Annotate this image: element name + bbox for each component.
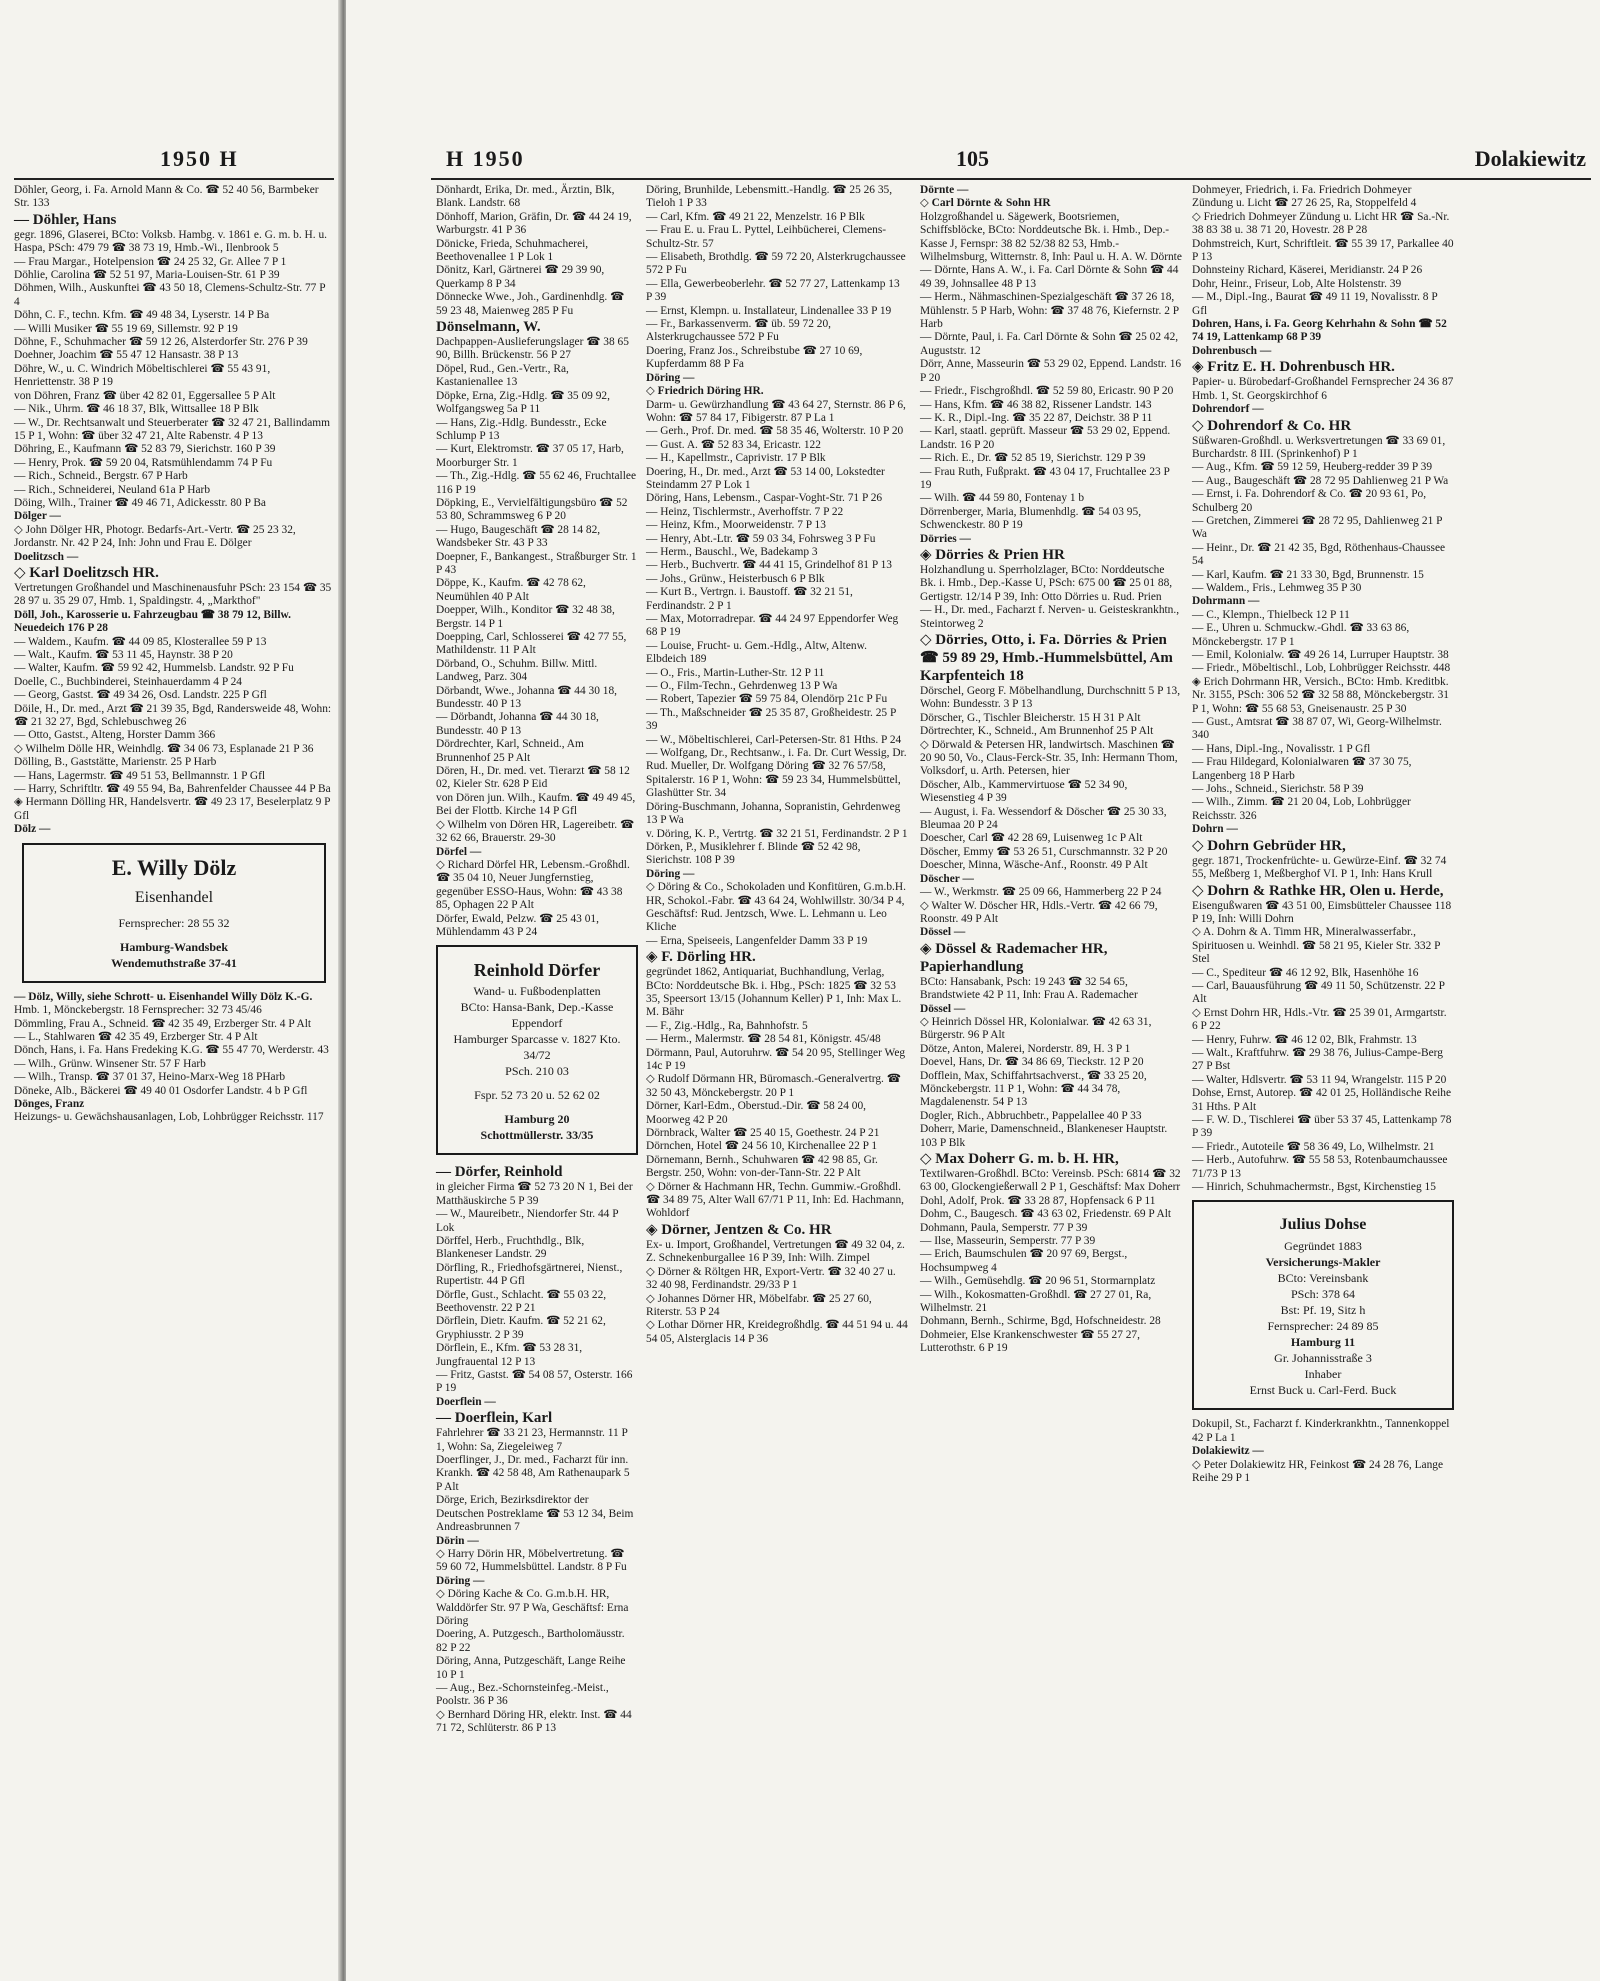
directory-entry: — K. R., Dipl.-Ing. ☎ 35 22 87, Deichstr. 38 P 11 (920, 411, 1153, 424)
ad-name: E. Willy Dölz (111, 854, 237, 880)
directory-entry: — Kurt, Elektromstr. ☎ 37 05 17, Harb, Moorburger Str. 1 (436, 443, 624, 469)
ad-line-5: Bst: Pf. 19, Sitz h (1280, 1303, 1366, 1318)
directory-entry: — C., Klempn., Thielbeck 12 P 11 (1192, 608, 1350, 621)
directory-column-4 (1192, 184, 1454, 1485)
directory-entry: Dönch, Hans, i. Fa. Hans Fredeking K.G. ☎ 55 47 70, Werderstr. 43 (14, 1044, 329, 1057)
directory-entry: — F. W. D., Tischlerei ☎ über 53 37 45, Lattenkamp 78 P 39 (1192, 1114, 1452, 1140)
directory-entry: — Wilh., Gemüsehdlg. ☎ 20 96 51, Stormarnplatz (920, 1275, 1156, 1288)
directory-entry: Doherr, Marie, Damenschneid., Blankeneser Hauptstr. 103 P Blk (920, 1123, 1168, 1149)
directory-entry: Dörrenberger, Maria, Blumenhdlg. ☎ 54 03 95, Schwenckestr. 80 P 19 (920, 505, 1142, 532)
directory-entry: ◇ Ernst Dohrn HR, Hdls.-Vtr. ☎ 25 39 01, Armgartstr. 6 P 22 (1192, 1006, 1447, 1033)
directory-entry: Doevel, Hans, Dr. ☎ 34 86 69, Tieckstr. 12 P 20 (920, 1056, 1144, 1069)
directory-entry: ◈ Hermann Dölling HR, Handelsvertr. ☎ 49 23 17, Beselerplatz 9 P Gfl (14, 796, 331, 822)
directory-entry: — Hans, Dipl.-Ing., Novalisstr. 1 P Gfl (1192, 742, 1371, 755)
directory-entry: — Max, Motorradrepar. ☎ 44 24 97 Eppendorfer Weg 68 P 19 (646, 613, 899, 639)
directory-entry: — Emil, Kolonialw. ☎ 49 26 14, Lurruper Hauptstr. 38 (1192, 649, 1449, 661)
directory-entry: Heizungs- u. Gewächshausanlagen, Lob, Lohbrügger Reichsstr. 117 (14, 1111, 324, 1124)
directory-entry: ◇ Max Doherr G. m. b. H. HR, (920, 1151, 1119, 1167)
directory-entry: ◇ Dohrn & Rathke HR, Olen u. Herde, (1192, 882, 1444, 899)
directory-entry: Döhlie, Carolina ☎ 52 51 97, Maria-Louisen-Str. 61 P 39 (14, 269, 280, 282)
directory-entry: Döhmen, Wilh., Auskunftei ☎ 43 50 18, Clemens-Schultz-Str. 77 P 4 (14, 282, 326, 308)
ad-line-4: PSch: 378 64 (1290, 1287, 1355, 1302)
directory-entry: Ex- u. Import, Großhandel, Vertretungen ☎ 49 32 04, z. Z. Schnekenburgallee 16 P 39, Inh: Wilh. Zimpel (646, 1238, 905, 1265)
directory-entry: Döhre, W., u. C. Windrich Möbeltischlerei ☎ 55 43 91, Henriettenstr. 38 P 19 (14, 362, 271, 389)
directory-entry: — Kurt B., Vertrgn. i. Baustoff. ☎ 32 21 51, Ferdinandstr. 2 P 1 (646, 586, 853, 612)
directory-entry: ◇ Wilhelm von Dören HR, Lagereibetr. ☎ 32 62 66, Brauerstr. 29-30 (436, 818, 635, 845)
ad-line-2: BCto: Hansa-Bank, Dep.-Kasse Eppendorf (460, 1000, 614, 1031)
directory-entry: Doelle, C., Buchbinderei, Steinhauerdamm 4 P 24 (14, 675, 242, 688)
directory-entry: — Walter, Hdlsvertr. ☎ 53 11 94, Wrangelstr. 115 P 20 (1192, 1073, 1447, 1086)
directory-entry: — Johs., Grünw., Heisterbusch 6 P Blk (646, 572, 825, 585)
directory-entry: — W., Maureibetr., Niendorfer Str. 44 P Lok (436, 1208, 619, 1234)
directory-entry: ◈ Dörner, Jentzen & Co. HR (646, 1221, 832, 1238)
ad-line-3: BCto: Vereinsbank (1277, 1271, 1369, 1286)
directory-entry: — Friedr., Fischgroßhdl. ☎ 52 59 80, Ericastr. 90 P 20 (920, 385, 1174, 398)
directory-entry: Dönitz, Karl, Gärtnerei ☎ 29 39 90, Querkamp 8 P 34 (436, 264, 605, 290)
directory-entry: Dössel — (920, 1002, 966, 1015)
directory-entry: Döring — (436, 1574, 485, 1587)
ad-line-6: Hamburg 20 (504, 1112, 570, 1127)
directory-entry: Dohr, Heinr., Friseur, Lob, Alte Holstenstr. 39 (1192, 277, 1402, 290)
ad-line-5: Fspr. 52 73 20 u. 52 62 02 (474, 1088, 600, 1103)
directory-entry: — Willi Musiker ☎ 55 19 69, Sillemstr. 92 P 19 (14, 322, 238, 335)
directory-entry: — Döhler, Hans (14, 211, 117, 228)
directory-entry: — Henry, Fuhrw. ☎ 46 12 02, Blk, Frahmstr. 13 (1192, 1033, 1417, 1046)
directory-entry: ◇ Wilhelm Dölle HR, Weinhdlg. ☎ 34 06 73, Esplanade 21 P 36 (14, 742, 314, 755)
directory-entry: Dohse, Ernst, Autorep. ☎ 42 01 25, Holländische Reihe 31 Hths. P Alt (1192, 1087, 1452, 1113)
directory-entry: Dörflein, Dietr. Kaufm. ☎ 52 21 62, Gryphiusstr. 2 P 39 (436, 1315, 606, 1341)
directory-entry: Süßwaren-Großhdl. u. Werksvertretungen ☎ 33 69 01, Burchardstr. 8 III. (Sprinkenhof) P 1 (1192, 434, 1446, 460)
directory-entry: Dörnemann, Bernh., Schuhwaren ☎ 42 98 85, Gr. Bergstr. 250, Wohn: von-der-Tann-Str. 22 P Alt (646, 1153, 878, 1180)
directory-entry: Doescher, Minna, Wäsche-Anf., Roonstr. 49 P Alt (920, 859, 1148, 872)
directory-entry: — M., Dipl.-Ing., Baurat ☎ 49 11 19, Novalisstr. 8 P Gfl (1192, 291, 1438, 317)
directory-entry: — Frau Ruth, Fußprakt. ☎ 43 04 17, Fruchtallee 23 P 19 (920, 465, 1170, 491)
directory-entry: — Walt., Kraftfuhrw. ☎ 29 38 76, Julius-Campe-Berg 27 P Bst (1192, 1046, 1443, 1073)
directory-entry: Dörge, Erich, Bezirksdirektor der Deutschen Postreklame ☎ 53 12 34, Beim Andreasbrunnen 7 (436, 1494, 634, 1534)
directory-entry: Dörflein, E., Kfm. ☎ 53 28 31, Jungfrauental 12 P 13 (436, 1342, 583, 1368)
directory-entry: Dohmeier, Else Krankenschwester ☎ 55 27 27, Lutterothstr. 6 P 19 (920, 1328, 1140, 1355)
directory-entry: Holzgroßhandel u. Sägewerk, Bootsriemen, Schiffsblöcke, BCto: Norddeutsche Bk. i. Hmb., Dep.-Kasse J, Fernspr: 38 82 52/38 82 53, Hmb.-Wilhelmsburg, Witternstr. 8, Inh: Paul u. H. A. W. Dörnte (920, 210, 1182, 264)
directory-entry: — Hans, Kfm. ☎ 46 38 82, Rissener Landstr. 143 (920, 398, 1152, 411)
directory-entry: von Dören jun. Wilh., Kaufm. ☎ 49 49 45, Bei der Flottb. Kirche 14 P Gfl (436, 791, 636, 818)
directory-entry: Döpking, E., Vervielfältigungsbüro ☎ 52 53 80, Schrammsweg 6 P 20 (436, 496, 628, 523)
directory-entry: Dötze, Anton, Malerei, Norderstr. 89, H. 3 P 1 (920, 1042, 1131, 1055)
directory-entry: Dörscher, G., Tischler Bleicherstr. 15 H 31 P Alt (920, 711, 1141, 724)
directory-entry: Döing, Wilh., Trainer ☎ 49 46 71, Adickesstr. 80 P Ba (14, 496, 266, 509)
directory-entry: — Aug., Baugeschäft ☎ 28 72 95 Dahlienweg 21 P Wa (1192, 474, 1449, 487)
directory-entry: Dönhoff, Marion, Gräfin, Dr. ☎ 44 24 19, Warburgstr. 41 P 36 (436, 210, 632, 237)
directory-entry: — Fritz, Gastst. ☎ 54 08 57, Osterstr. 166 P 19 (436, 1369, 633, 1395)
directory-entry: Dohmann, Paula, Semperstr. 77 P 39 (920, 1221, 1088, 1234)
directory-entry: Dönselmann, W. (436, 319, 541, 336)
directory-entry: — Ilse, Masseurin, Semperstr. 77 P 39 (920, 1235, 1096, 1248)
directory-entry: Dohnsteiny Richard, Käserei, Meridianstr. 24 P 26 (1192, 264, 1423, 277)
directory-entry: Hmb. 1, Mönckebergstr. 18 Fernsprecher: 32 73 45/46 (14, 1004, 262, 1017)
directory-entry: Dörfle, Gust., Schlacht. ☎ 55 03 22, Beethovenstr. 22 P 21 (436, 1288, 607, 1314)
header-rule (14, 178, 334, 180)
directory-entry: ◇ Dörner & Röltgen HR, Export-Vertr. ☎ 32 40 27 u. 32 40 98, Ferdinandstr. 29/33 P 1 (646, 1265, 896, 1292)
directory-column-2 (646, 184, 908, 1346)
directory-entry: — Gretchen, Zimmerei ☎ 28 72 95, Dahlienweg 21 P Wa (1192, 514, 1443, 541)
directory-entry: Doelitzsch — (14, 550, 79, 563)
directory-entry: Dörmann, Paul, Autoruhrw. ☎ 54 20 95, Stellinger Weg 14c P 19 (646, 1046, 906, 1072)
directory-entry: — Wilh., Transp. ☎ 37 01 37, Heino-Marx-Weg 18 PHarb (14, 1071, 286, 1084)
directory-entry: — Heinz, Tischlermstr., Averhoffstr. 7 P 22 (646, 505, 844, 518)
directory-entry: — Herm., Bauschl., We, Badekamp 3 (646, 545, 818, 558)
ad-phone: Fernsprecher: 28 55 32 (118, 915, 230, 930)
directory-entry: — Ella, Gewerbeoberlehr. ☎ 52 77 27, Lattenkamp 13 P 39 (646, 277, 900, 304)
directory-entry: Dörfling, R., Friedhofsgärtnerei, Nienst., Rupertistr. 44 P Gfl (436, 1261, 623, 1288)
directory-entry: in gleicher Firma ☎ 52 73 20 N 1, Bei der Matthäuskirche 5 P 39 (436, 1181, 633, 1207)
directory-entry: Dokupil, St., Facharzt f. Kinderkrankhtn., Tannenkoppel 42 P La 1 (1192, 1418, 1450, 1444)
directory-entry: ◇ Bernhard Döring HR, elektr. Inst. ☎ 44 71 72, Schlüterstr. 86 P 13 (436, 1708, 632, 1735)
directory-entry: — E., Uhren u. Schmuckw.-Ghdl. ☎ 33 63 86, Mönckebergstr. 17 P 1 (1192, 622, 1410, 648)
directory-column-3 (920, 184, 1182, 1356)
directory-entry: Döneke, Alb., Bäckerei ☎ 49 40 01 Osdorfer Landstr. 4 b P Gfl (14, 1084, 308, 1097)
directory-entry: Dönnecke Wwe., Joh., Gardinenhdlg. ☎ 59 23 48, Maienweg 285 P Fu (436, 291, 625, 317)
directory-entry: — Rich. E., Dr. ☎ 52 85 19, Sierichstr. 129 P 39 (920, 452, 1146, 465)
directory-entry: — Th., Zig.-Hdlg. ☎ 55 62 46, Fruchtallee 116 P 19 (436, 470, 636, 496)
directory-entry: — Th., Maßschneider ☎ 25 35 87, Großheidestr. 25 P 39 (646, 706, 896, 733)
directory-entry: — Otto, Gastst., Alteng, Horster Damm 366 (14, 729, 216, 742)
directory-entry: Döhler, Georg, i. Fa. Arnold Mann & Co. ☎ 52 40 56, Barmbeker Str. 133 (14, 184, 319, 210)
directory-entry: BCto: Hansabank, Psch: 19 243 ☎ 32 54 65, Brandstwiete 42 P 11, Inh: Frau A. Rademacher (920, 975, 1138, 1002)
directory-entry: Dölling, B., Gaststätte, Marienstr. 25 P Harb (14, 756, 217, 769)
directory-entry: Dohrendorf — (1192, 403, 1264, 416)
directory-entry: Döring, Brunhilde, Lebensmitt.-Handlg. ☎ 25 26 35, Tieloh 1 P 33 (646, 184, 893, 210)
directory-entry: Dachpappen-Auslieferungslager ☎ 38 65 90, Billh. Brückenstr. 56 P 27 (436, 336, 629, 362)
ad-name: Julius Dohse (1279, 1216, 1367, 1234)
directory-entry: Döring — (646, 371, 695, 384)
directory-entry: — Wilh. ☎ 44 59 80, Fontenay 1 b (920, 492, 1085, 505)
directory-entry: ◇ Dohrn Gebrüder HR, (1192, 837, 1346, 854)
directory-entry: — Walt., Kaufm. ☎ 53 11 45, Haynstr. 38 P 20 (14, 649, 233, 661)
directory-entry: Dörband, O., Schuhm. Billw. Mittl. Landweg, Parz. 304 (436, 657, 598, 684)
directory-entry: ◇ Friedrich Dohmeyer Zündung u. Licht HR ☎ Sa.-Nr. 38 83 38 u. 38 71 20, Hovestr. 28 P 28 (1192, 210, 1450, 237)
directory-entry: ◇ A. Dohrn & A. Timm HR, Mineralwasserfabr., Spirituosen u. Weinhdl. ☎ 58 21 95, Kieler Str. 332 P Stel (1192, 926, 1441, 966)
ad-line-10: Ernst Buck u. Carl-Ferd. Buck (1249, 1383, 1397, 1398)
directory-entry: — Gust., Amtsrat ☎ 38 87 07, Wi, Georg-Wilhelmstr. 340 (1192, 716, 1442, 742)
directory-entry: v. Döring, K. P., Vertrtg. ☎ 32 21 51, Ferdinandstr. 2 P 1 (646, 827, 908, 840)
directory-entry: — Hans, Lagermstr. ☎ 49 51 53, Bellmannstr. 1 P Gfl (14, 769, 266, 782)
directory-column-1 (436, 184, 638, 1736)
directory-entry: — Erna, Speiseeis, Langenfelder Damm 33 P 19 (646, 934, 868, 947)
directory-entry: ◇ Dörries, Otto, i. Fa. Dörries & Prien ☎ 59 89 29, Hmb.-Hummelsbüttel, Am Karpfenteich 18 (920, 632, 1173, 684)
directory-entry: Dörnchen, Hotel ☎ 24 56 10, Kirchenallee 22 P 1 (646, 1140, 878, 1153)
ad-line-1: Gegründet 1883 (1284, 1239, 1362, 1254)
directory-entry: ◈ Dörries & Prien HR (920, 546, 1065, 563)
directory-entry: ◇ Walter W. Döscher HR, Hdls.-Vertr. ☎ 42 66 79, Roonstr. 49 P Alt (920, 899, 1158, 925)
directory-entry: — Elisabeth, Brothdlg. ☎ 59 72 20, Alsterkrugchaussee 572 P Fu (646, 251, 906, 277)
directory-entry: ◇ Karl Doelitzsch HR. (14, 564, 159, 581)
directory-entry: Eisengußwaren ☎ 43 51 00, Eimsbütteler Chaussee 118 P 19, Inh: Willi Dohrn (1192, 899, 1452, 925)
right-page-catchword: Dolakiewitz (1474, 146, 1586, 171)
directory-entry: Doering, Franz Jos., Schreibstube ☎ 27 10 69, Kupferdamm 88 P Fa (646, 344, 863, 371)
directory-entry: Döll, Joh., Karosserie u. Fahrzeugbau ☎ 38 79 12, Billw. Neuedeich 176 P 28 (14, 608, 291, 635)
directory-entry: Dohmstreich, Kurt, Schriftleit. ☎ 55 39 17, Parkallee 40 P 13 (1192, 237, 1454, 264)
directory-entry: — Herm., Malermstr. ☎ 28 54 81, Königstr. 45/48 (646, 1033, 881, 1046)
directory-entry: — H., Kapellmstr., Caprivistr. 17 P Blk (646, 452, 826, 465)
directory-entry: — Wilh., Kokosmatten-Großhdl. ☎ 27 27 01, Ra, Wilhelmstr. 21 (920, 1288, 1152, 1315)
directory-entry: gegründet 1862, Antiquariat, Buchhandlung, Verlag, BCto: Norddeutsche Bk. i. Hbg., PSch: 1825 ☎ 32 53 35, Speersort 13/15 (Johannum Keller) P 1, Inh: Max L. M. Bähr (646, 966, 902, 1019)
directory-entry: — W., Dr. Rechtsanwalt und Steuerberater ☎ 32 47 21, Ballindamm 15 P 1, Wohn: ☎ über 32 47 21, Alte Rabenstr. 4 P 13 (14, 416, 330, 442)
directory-entry: — Gust. A. ☎ 52 83 34, Ericastr. 122 (646, 438, 821, 451)
directory-entry: — O., Fris., Martin-Luther-Str. 12 P 11 (646, 666, 825, 679)
directory-entry: Döhn, C. F., techn. Kfm. ☎ 49 48 34, Lyserstr. 14 P Ba (14, 309, 270, 322)
directory-entry: — Heinr., Dr. ☎ 21 42 35, Bgd, Röthenhaus-Chaussee 54 (1192, 541, 1446, 568)
directory-entry: Dörschel, Georg F. Möbelhandlung, Durchschnitt 5 P 13, Wohn: Bundesstr. 3 P 13 (920, 685, 1181, 711)
directory-entry: ◇ Rudolf Dörmann HR, Büromasch.-Generalvertrg. ☎ 32 50 43, Mönckebergstr. 20 P 1 (646, 1073, 901, 1099)
directory-entry: — Dörnte, Paul, i. Fa. Carl Dörnte & Sohn ☎ 25 02 42, Auguststr. 12 (920, 331, 1179, 357)
ad-reinhold-doerfer (436, 945, 638, 1155)
page-number: 105 (956, 146, 989, 171)
directory-entry: — Friedr., Autoteile ☎ 58 36 49, Lo, Wilhelmstr. 21 (1192, 1140, 1435, 1153)
directory-entry: — Hans, Zig.-Hdlg. Bundesstr., Ecke Schlump P 13 (436, 416, 607, 442)
directory-entry: ◇ John Dölger HR, Photogr. Bedarfs-Art.-Vertr. ☎ 25 23 32, Jordanstr. Nr. 42 P 24, Inh: John und Frau E. Dölger (14, 523, 296, 550)
directory-entry: — O., Film-Techn., Gehrdenweg 13 P Wa (646, 680, 838, 693)
directory-entry: ◇ Heinrich Dössel HR, Kolonialwar. ☎ 42 63 31, Bürgerstr. 96 P Alt (920, 1015, 1152, 1042)
ad-line-2: Versicherungs-Makler (1265, 1255, 1381, 1270)
directory-entry: Papier- u. Bürobedarf-Großhandel Fernsprecher 24 36 87 Hmb. 1, St. Georgskirchhof 6 (1192, 376, 1454, 402)
directory-entry: — Friedr., Möbeltischl., Lob, Lohbrügger Reichsstr. 448 (1192, 662, 1451, 675)
directory-entry: Döscher — (920, 872, 974, 885)
directory-entry: Doepper, Wilh., Konditor ☎ 32 48 38, Bergstr. 14 P 1 (436, 604, 615, 630)
directory-entry: Fahrlehrer ☎ 33 21 23, Hermannstr. 11 P 1, Wohn: Sa, Ziegeleiweg 7 (436, 1427, 628, 1453)
header-rule (431, 178, 1591, 180)
directory-entry: Dofflein, Max, Schiffahrtsachverst., ☎ 33 25 20, Mönckebergstr. 11 P 1, Wohn: ☎ 44 34 78, Magdalenenstr. 54 P 13 (920, 1069, 1147, 1109)
directory-entry: — Waldem., Fris., Lehmweg 35 P 30 (1192, 581, 1362, 594)
directory-entry: — Wilh., Zimm. ☎ 21 20 04, Lob, Lohbrügger Reichsstr. 326 (1192, 796, 1411, 822)
directory-entry: Dössel — (920, 926, 966, 939)
directory-entry: Döring, Hans, Lebensm., Caspar-Voght-Str. 71 P 26 (646, 492, 883, 505)
ad-e-willy-doelz (22, 843, 326, 983)
directory-entry: — Nik., Uhrm. ☎ 46 18 37, Blk, Wittsallee 18 P Blk (14, 403, 259, 416)
ad-line-1: Wand- u. Fußbodenplatten (473, 984, 601, 999)
directory-entry: — Dörnte, Hans A. W., i. Fa. Carl Dörnte & Sohn ☎ 44 49 39, Johnsallee 48 P 13 (920, 264, 1179, 290)
directory-entry: — Heinz, Kfm., Moorweidenstr. 7 P 13 (646, 519, 826, 532)
ad-city: Hamburg-Wandsbek (119, 939, 229, 954)
directory-entry: Dömmling, Frau A., Schneid. ☎ 42 35 49, Erzberger Str. 4 P Alt (14, 1017, 312, 1030)
directory-entry: Dörnte — (920, 184, 969, 196)
ad-line-8: Gr. Johannisstraße 3 (1274, 1351, 1372, 1366)
directory-entry: — Walter, Kaufm. ☎ 59 92 42, Hummelsb. Landstr. 92 P Fu (14, 662, 294, 675)
directory-entry: Döhne, F., Schuhmacher ☎ 59 12 26, Alsterdorfer Str. 276 P 39 (14, 336, 308, 349)
directory-entry: — H., Dr. med., Facharzt f. Nerven- u. Geisteskrankhtn., Steintorweg 2 (920, 604, 1180, 630)
directory-entry: Doepner, F., Bankangest., Straßburger Str. 1 P 43 (436, 550, 637, 576)
directory-entry: Doescher, Carl ☎ 42 28 69, Luisenweg 1c P Alt (920, 832, 1143, 845)
directory-entry: Dohmann, Bernh., Schirme, Bgd, Hofschneidestr. 28 (920, 1315, 1161, 1328)
directory-entry: — Hinrich, Schuhmachermstr., Bgst, Kirchenstieg 15 (1192, 1181, 1436, 1194)
directory-entry: — Ernst, i. Fa. Dohrendorf & Co. ☎ 20 93 61, Po, Schulberg 20 (1192, 488, 1427, 514)
directory-entry: ◈ Erich Dohrmann HR, Versich., BCto: Hmb. Kreditbk. Nr. 3155, PSch: 306 52 ☎ 32 58 88, Mönckebergstr. 31 P 1, Wohn: ☎ 55 68 53, Gneisenaustr. 25 P 30 (1192, 675, 1449, 715)
directory-entry: — Carl, Kfm. ☎ 49 21 22, Menzelstr. 16 P Blk (646, 210, 865, 223)
directory-entry: ◇ Johannes Dörner HR, Möbelfabr. ☎ 25 27 60, Riterstr. 53 P 24 (646, 1292, 872, 1318)
directory-entry: Döring, Anna, Putzgeschäft, Lange Reihe 10 P 1 (436, 1655, 626, 1681)
directory-entry: gegr. 1896, Glaserei, BCto: Volksb. Hambg. v. 1861 e. G. m. b. H. u. Haspa, PSch: 479 79 ☎ 38 73 19, Hmb.-Wi., Ilenbrook 5 (14, 228, 328, 255)
ad-subtitle: Eisenhandel (134, 888, 214, 906)
directory-entry: Dördrechter, Karl, Schneid., Am Brunnenhof 25 P Alt (436, 738, 584, 764)
directory-entry: gegr. 1871, Trockenfrüchte- u. Gewürze-Einf. ☎ 32 74 55, Meßberg 1, Meßberghof VI. P 1, Inh: Hans Krull (1192, 854, 1447, 881)
ad-line-7: Schottmüllerstr. 33/35 (480, 1128, 594, 1143)
directory-entry: Dohl, Adolf, Prok. ☎ 33 28 87, Hopfensack 6 P 11 (920, 1194, 1156, 1207)
ad-line-7: Hamburg 11 (1290, 1335, 1356, 1350)
directory-entry: — Gerh., Prof. Dr. med. ☎ 58 35 46, Wolterstr. 10 P 20 (646, 425, 904, 438)
directory-entry: Dönicke, Frieda, Schuhmacherei, Beethovenallee 1 P Lok 1 (436, 237, 589, 264)
directory-entry: Textilwaren-Großhdl. BCto: Vereinsb. PSch: 6814 ☎ 32 63 00, Glockengießerwall 2 P 1, Geschäftsf: Max Doherr (920, 1168, 1181, 1194)
directory-entry: ◇ Richard Dörfel HR, Lebensm.-Großhdl. ☎ 35 04 10, Neuer Jungfernstieg, gegenüber ESSO-Haus, Wohn: ☎ 43 38 85, Ophagen 22 P Alt (436, 858, 630, 912)
directory-entry: ◇ Döring & Co., Schokoladen und Konfitüren, G.m.b.H. HR, Schokol.-Fabr. ☎ 43 64 24, Wohlwillstr. 30/34 P 4, Geschäftsf: Rud. Jentzsch, Wwe. L. Lehmann u. Leo Kliche (646, 881, 906, 934)
directory-entry: — Wilh., Grünw. Winsener Str. 57 F Harb (14, 1057, 206, 1070)
directory-entry: — Frau Margar., Hotelpension ☎ 24 25 32, Gr. Allee 7 P 1 (14, 255, 287, 268)
directory-entry: ◈ Fritz E. H. Dohrenbusch HR. (1192, 359, 1395, 376)
directory-entry: Dörbandt, Wwe., Johanna ☎ 44 30 18, Bundesstr. 40 P 13 (436, 684, 618, 711)
directory-entry: — Dörfer, Reinhold (436, 1164, 563, 1181)
directory-entry: Dogler, Rich., Abbruchbetr., Pappelallee 40 P 33 (920, 1109, 1142, 1122)
directory-entry: — Henry, Prok. ☎ 59 20 04, Ratsmühlendamm 74 P Fu (14, 456, 273, 469)
ad-street: Wendemuthstraße 37-41 (111, 955, 237, 970)
directory-entry: — Johs., Schneid., Sierichstr. 58 P 39 (1192, 783, 1364, 796)
directory-entry: — Georg, Gastst. ☎ 49 34 26, Osd. Landstr. 225 P Gfl (14, 689, 267, 702)
directory-entry: Dörries — (920, 532, 971, 545)
directory-entry: — Wolfgang, Dr., Rechtsanw., i. Fa. Dr. Curt Wessig, Dr. Rud. Mueller, Dr. Wolfgang Döring ☎ 32 76 57/58, Spitalerstr. 16 P 1, Wohn: ☎ 59 23 34, Hummelsbüttel, Glashütter Str. 34 (646, 747, 907, 800)
ad-line-3: Hamburger Sparcasse v. 1827 Kto. 34/72 (453, 1032, 621, 1063)
directory-entry: Döscher, Alb., Kammervirtuose ☎ 52 34 90, Wiesenstieg 4 P 39 (920, 778, 1128, 805)
directory-entry: Doepping, Carl, Schlosserei ☎ 42 77 55, Mathildenstr. 11 P Alt (436, 631, 627, 657)
directory-entry: — Robert, Tapezier ☎ 59 75 84, Olendörp 21c P Fu (646, 693, 888, 706)
ad-line-4: PSch. 210 03 (505, 1064, 569, 1079)
directory-entry: Doehner, Joachim ☎ 55 47 12 Hansastr. 38 P 13 (14, 349, 239, 362)
directory-entry: — F., Zig.-Hdlg., Ra, Bahnhofstr. 5 (646, 1019, 808, 1032)
directory-entry: — Frau E. u. Frau L. Pyttel, Leihbücherei, Clemens-Schultz-Str. 57 (646, 224, 887, 250)
directory-entry: — Dörbandt, Johanna ☎ 44 30 18, Bundesstr. 40 P 13 (436, 711, 599, 737)
directory-entry: Doerflein — (436, 1395, 496, 1408)
directory-entry: ◇ Döring Kache & Co. G.m.b.H. HR, Walddörfer Str. 97 P Wa, Geschäftsf: Erna Döring (436, 1588, 629, 1627)
directory-entry: — Louise, Frucht- u. Gem.-Hdlg., Altw, Altenw. Elbdeich 189 (646, 639, 867, 666)
directory-entry: Dörtrechter, K., Schneid., Am Brunnenhof 25 P Alt (920, 725, 1154, 738)
directory-entry: — Karl, staatl. geprüft. Masseur ☎ 53 29 02, Eppend. Landstr. 16 P 20 (920, 425, 1171, 451)
directory-entry: — Herb., Buchvertr. ☎ 44 41 15, Grindelhof 81 P 13 (646, 559, 892, 572)
directory-entry: — Erich, Baumschulen ☎ 20 97 69, Bergst., Hochsumpweg 4 (920, 1248, 1128, 1274)
directory-entry: Döile, H., Dr. med., Arzt ☎ 21 39 35, Bgd, Randersweide 48, Wohn: ☎ 21 32 27, Bgd, Schlebuschweg 26 (14, 702, 332, 729)
directory-entry: ◇ Friedrich Döring HR. (646, 385, 764, 398)
directory-entry: Dohrenbusch — (1192, 344, 1272, 357)
left-page-header: 1950 H (160, 146, 239, 171)
directory-entry: Döring — (646, 867, 695, 880)
directory-entry: Vertretungen Großhandel und Maschinenausfuhr PSch: 23 154 ☎ 35 28 97 u. 35 29 07, Hmb. 1, Spaldingstr. 4, „Markthof" (14, 581, 332, 608)
directory-entry: — Herb., Autofuhrw. ☎ 55 58 53, Rotenbaumchaussee 71/73 P 13 (1192, 1154, 1448, 1180)
left-page (0, 0, 342, 1981)
right-page (346, 0, 1600, 1981)
directory-entry: — Dölz, Willy, siehe Schrott- u. Eisenhandel Willy Dölz K.-G. (14, 990, 313, 1003)
directory-entry: Dörken, P., Musiklehrer f. Blinde ☎ 52 42 98, Sierichstr. 108 P 39 (646, 840, 861, 867)
directory-entry: Dönges, Franz (14, 1097, 85, 1110)
ad-julius-dohse (1192, 1200, 1454, 1410)
directory-entry: Dolakiewitz — (1192, 1445, 1264, 1458)
directory-entry: — Fr., Barkassenverm. ☎ üb. 59 72 20, Alsterkrugchaussee 572 P Fu (646, 318, 832, 344)
right-page-header-year: H 1950 (446, 146, 525, 171)
directory-entry: — August, i. Fa. Wessendorf & Döscher ☎ 25 30 33, Bleumaa 20 P 24 (920, 805, 1167, 832)
directory-entry: ◇ Harry Dörin HR, Möbelvertretung. ☎ 59 60 72, Hummelsbüttel. Landstr. 8 P Fu (436, 1547, 627, 1574)
directory-entry: ◇ Carl Dörnte & Sohn HR (920, 197, 1051, 210)
directory-entry: Dörfel — (436, 845, 482, 858)
ad-line-9: Inhaber (1304, 1367, 1342, 1382)
directory-entry: Döhring, E., Kaufmann ☎ 52 83 79, Sierichstr. 160 P 39 (14, 443, 276, 456)
directory-entry: — Karl, Kaufm. ☎ 21 33 30, Bgd, Brunnenstr. 15 (1192, 568, 1424, 581)
directory-entry: Döpel, Rud., Gen.-Vertr., Ra, Kastanienallee 13 (436, 362, 569, 389)
directory-entry: — Aug., Bez.-Schornsteinfeg.-Meist., Poolstr. 36 P 36 (436, 1681, 609, 1708)
directory-entry: — C., Spediteur ☎ 46 12 92, Blk, Hasenhöhe 16 (1192, 966, 1419, 979)
directory-entry: — Carl, Bauausführung ☎ 49 11 50, Schützenstr. 22 P Alt (1192, 979, 1445, 1006)
directory-entry: Dörin — (436, 1534, 479, 1547)
directory-entry: Dohrmann — (1192, 595, 1260, 608)
directory-entry: — W., Werkmstr. ☎ 25 09 66, Hammerberg 22 P 24 (920, 886, 1162, 899)
directory-entry: ◇ Lothar Dörner HR, Kreidegroßhdlg. ☎ 44 51 94 u. 44 54 05, Alsterglacis 14 P 36 (646, 1319, 908, 1345)
directory-entry: Darm- u. Gewürzhandlung ☎ 43 64 27, Sternstr. 86 P 6, Wohn: ☎ 57 84 17, Fibigerstr. 87 P La 1 (646, 398, 906, 424)
directory-entry: Döscher, Emmy ☎ 53 26 51, Curschmannstr. 32 P 20 (920, 845, 1168, 858)
directory-entry: — Doerflein, Karl (436, 1410, 553, 1427)
directory-entry: — Aug., Kfm. ☎ 59 12 59, Heuberg-redder 39 P 39 (1192, 461, 1433, 474)
ad-line-6: Fernsprecher: 24 89 85 (1267, 1319, 1379, 1334)
directory-entry: ◇ Peter Dolakiewitz HR, Feinkost ☎ 24 28 76, Lange Reihe 29 P 1 (1192, 1458, 1444, 1485)
directory-entry: Dörr, Anne, Masseurin ☎ 53 29 02, Eppend. Landstr. 16 P 20 (920, 358, 1182, 384)
directory-entry: Dölz — (14, 823, 51, 836)
directory-entry: Döppe, K., Kaufm. ☎ 42 78 62, Neumühlen 40 P Alt (436, 577, 586, 603)
directory-entry: ◇ Dörner & Hachmann HR, Techn. Gummiw.-Großhdl. ☎ 34 89 75, Alter Wall 67/71 P 11, Inh: Ed. Hachmann, Wohldorf (646, 1180, 905, 1220)
directory-entry: ◇ Dohrendorf & Co. HR (1192, 417, 1352, 434)
directory-entry: Dohm, C., Baugesch. ☎ 43 63 02, Friedenstr. 69 P Alt (920, 1208, 1172, 1221)
directory-entry: Dohmeyer, Friedrich, i. Fa. Friedrich Dohmeyer Zündung u. Licht ☎ 27 26 25, Ra, Stoppelfeld 4 (1192, 184, 1417, 210)
directory-entry: Holzhandlung u. Sperrholzlager, BCto: Norddeutsche Bk. i. Hmb., Dep.-Kasse U, PSch: 675 00 ☎ 25 01 88, Gertigstr. 12/14 P 39, Inh: Otto Dörries u. Rud. Prien (920, 563, 1173, 603)
directory-entry: Dörnbrack, Walter ☎ 25 40 15, Goethestr. 24 P 21 (646, 1127, 880, 1140)
directory-entry: Dörfer, Ewald, Pelzw. ☎ 25 43 01, Mühlendamm 43 P 24 (436, 912, 599, 938)
directory-entry: — Ernst, Klempn. u. Installateur, Lindenallee 33 P 19 (646, 304, 892, 317)
directory-entry: Döring-Buschmann, Johanna, Sopranistin, Gehrdenweg 13 P Wa (646, 800, 901, 827)
directory-entry: — Hugo, Baugeschäft ☎ 28 14 82, Wandsbeker Str. 43 P 33 (436, 523, 601, 550)
directory-entry: Dörner, Karl-Edm., Oberstud.-Dir. ☎ 58 24 00, Moorweg 42 P 20 (646, 1100, 866, 1126)
directory-entry: — Rich., Schneiderei, Neuland 61a P Harb (14, 483, 211, 496)
directory-entry: Dohrn — (1192, 823, 1238, 836)
directory-entry: Doering, H., Dr. med., Arzt ☎ 53 14 00, Lokstedter Steindamm 27 P Lok 1 (646, 465, 885, 491)
directory-entry: von Döhren, Franz ☎ über 42 82 01, Eggersallee 5 P Alt (14, 389, 276, 402)
directory-entry: Dönhardt, Erika, Dr. med., Ärztin, Blk, Blank. Landstr. 68 (436, 184, 615, 210)
directory-entry: — L., Stahlwaren ☎ 42 35 49, Erzberger Str. 4 P Alt (14, 1030, 258, 1043)
directory-entry: — Frau Hildegard, Kolonialwaren ☎ 37 30 75, Langenberg 18 P Harb (1192, 756, 1412, 782)
directory-entry: Dören, H., Dr. med. vet. Tierarzt ☎ 58 12 02, Kieler Str. 628 P Eid (436, 765, 630, 791)
directory-entry: Dölger — (14, 510, 61, 523)
directory-entry: Dörffel, Herb., Fruchthdlg., Blk, Blankeneser Landstr. 29 (436, 1234, 585, 1261)
directory-entry: Doering, A. Putzgesch., Bartholomäusstr. 82 P 22 (436, 1628, 625, 1654)
directory-entry: Dohren, Hans, i. Fa. Georg Kehrhahn & Sohn ☎ 52 74 19, Lattenkamp 68 P 39 (1192, 318, 1447, 344)
directory-entry: — Waldem., Kaufm. ☎ 44 09 85, Klosterallee 59 P 13 (14, 635, 267, 648)
directory-entry: ◈ F. Dörling HR. (646, 949, 756, 966)
directory-entry: Doerflinger, J., Dr. med., Facharzt für inn. Krankh. ☎ 42 58 48, Am Rathenaupark 5 P Alt (436, 1454, 630, 1493)
directory-entry: ◇ Dörwald & Petersen HR, landwirtsch. Maschinen ☎ 20 90 50, Vo., Claus-Ferck-Str. 35, Inh: Hermann Thom, Volksdorf, u. Arth. Petersen, hier (920, 738, 1178, 778)
left-column (14, 184, 332, 1125)
ad-name: Reinhold Dörfer (473, 960, 601, 981)
directory-entry: — Herm., Nähmaschinen-Spezialgeschäft ☎ 37 26 18, Mühlenstr. 5 P Harb, Wohn: ☎ 37 48 76, Kiefernstr. 2 P Harb (920, 291, 1179, 331)
directory-entry: — W., Möbeltischlerei, Carl-Petersen-Str. 81 Hths. P 24 (646, 733, 902, 746)
directory-entry: — Harry, Schriftltr. ☎ 49 55 94, Ba, Bahrenfelder Chaussee 44 P Ba (14, 783, 331, 796)
directory-entry: — Rich., Schneid., Bergstr. 67 P Harb (14, 470, 188, 483)
directory-entry: ◈ Dössel & Rademacher HR, Papierhandlung (920, 940, 1108, 975)
directory-entry: — Henry, Abt.-Ltr. ☎ 59 03 34, Fohrsweg 3 P Fu (646, 532, 876, 545)
directory-entry: Döpke, Erna, Zig.-Hdlg. ☎ 35 09 92, Wolfgangsweg 5a P 11 (436, 389, 610, 416)
